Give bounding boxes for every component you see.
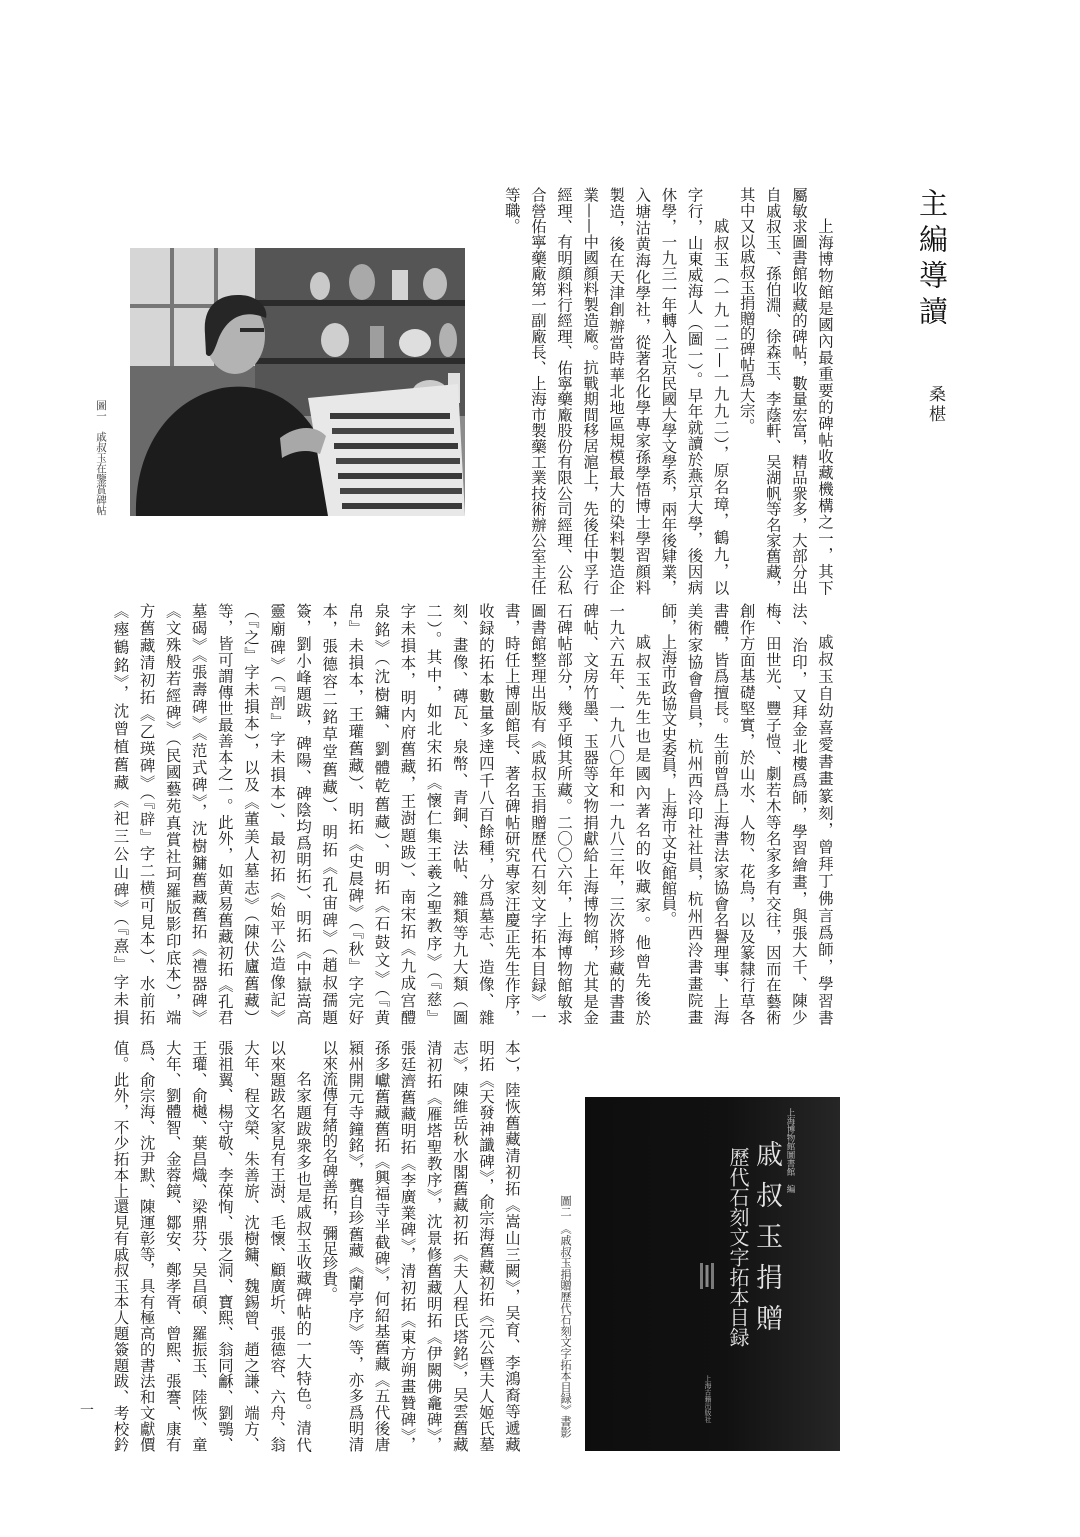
text-column: 墓碣》《張壽碑》《范式碑》，沈樹鏞舊藏舊拓《禮器碑》 <box>189 603 208 1025</box>
text-column: 法、治印，又拜金北樓爲師，學習繪畫，與張大千、陳少 <box>789 603 808 1025</box>
text-column: 張祖翼、楊守敬、李葆恂、張之洞、寶熙、翁同龢、劉鶚、 <box>215 1040 234 1452</box>
text-column: 明拓《天發神讖碑》，俞宗海舊藏初拓《元公暨夫人姬氏墓 <box>476 1040 495 1452</box>
text-column: 一九六五年、一九八〇年和一九八三年，三次將珍藏的書畫 <box>607 603 626 1025</box>
text-column: 戚叔玉自幼喜愛書畫篆刻，曾拜丁佛言爲師，學習書 <box>816 633 834 1025</box>
text-column: 《瘞鶴銘》，沈曾植舊藏《祀三公山碑》（『熹』字未損 <box>111 603 130 1025</box>
text-column: 書，時任上博副館長、著名碑帖研究專家汪慶正先生作序， <box>502 603 521 1025</box>
text-column: 清初拓《雁塔聖教序》，沈景修舊藏明拓《伊闕佛龕碑》， <box>424 1040 443 1452</box>
cover-title-line1: 戚叔玉捐贈 <box>751 1140 782 1345</box>
continued-text-block <box>107 1040 525 1452</box>
cover-seal-mark <box>699 1262 715 1290</box>
cover-editor-line: 上海博物館圖書館 編 <box>785 1108 795 1193</box>
text-column: 戚叔玉先生也是國內著名的收藏家。他曾先後於 <box>633 633 652 1025</box>
text-column: 以來題跋名家見有王澍、毛懷、顧廣圻、張德容、六舟、翁 <box>268 1040 287 1452</box>
text-column: 以來流傳有緒的名碑善拓，彌足珍貴。 <box>320 1040 339 1302</box>
text-column: 創作方面基礎堅實，於山水、人物、花鳥，以及篆隸行草各 <box>737 603 756 1025</box>
text-column: 孫多巘舊藏舊拓《興福寺半截碑》，何紹基舊藏《五代後唐 <box>372 1040 391 1452</box>
text-column: 入塘沽黄海化學社，從著名化學專家孫學悟博士學習顔料 <box>633 187 652 595</box>
text-column: 志》，陳維岳秋水閣舊藏初拓《夫人程氏塔銘》，吴雲舊藏 <box>450 1040 469 1452</box>
text-column: 本，張德容二銘草堂舊藏）、明拓《孔宙碑》（趙叔孺題 <box>320 603 339 1025</box>
text-column: 王瓘、俞樾、葉昌熾、梁鼎芬、吴昌碩、羅振玉、陸恢、童 <box>189 1040 208 1452</box>
text-column: 二）。其中，如北宋拓《懷仁集王羲之聖教序》（『慈』 <box>424 603 443 1025</box>
text-column: 等職。 <box>502 187 521 234</box>
text-column: 製造，後在天津創辦當時華北地區規模最大的染料製造企 <box>607 187 626 595</box>
text-column: 戚叔玉（一九一二—一九九二），原名璋，鶴九，以 <box>711 217 730 595</box>
figure2-book-cover <box>585 1097 840 1451</box>
text-column: 簽，劉小峰題跋，碑陽、碑陰均爲明拓）、明拓《中嶽嵩高 <box>294 603 313 1025</box>
text-column: 刻、畫像、磚瓦、泉幣、青銅、法帖、雜類等九大類（圖 <box>450 603 469 1025</box>
figure2-caption: 圖二 《戚叔玉捐贈歷代石刻文字拓本目録》書影 <box>559 1195 572 1438</box>
text-column: 合營佑寧藥廠第一副廠長、上海市製藥工業技術辦公室主任 <box>528 187 547 595</box>
text-column: 值。此外，不少拓本上還見有戚叔玉本人題簽題跋、考校鈐 <box>111 1040 130 1452</box>
text-column: 梅、田世光、豐子愷、劇若木等名家多有交往，因而在藝術 <box>763 603 782 1025</box>
text-column: 書體，皆爲擅長。生前曾爲上海書法家協會名譽理事、上海 <box>711 603 730 1025</box>
text-column: 碑帖、文房竹墨、玉器等文物捐獻給上海博物館，尤其是金 <box>581 603 600 1025</box>
text-column: 字未損本，明内府舊藏，王澍題跋）、南宋拓《九成宫醴 <box>398 603 417 1025</box>
text-column: 本），陸恢舊藏清初拓《嵩山三闕》，吴育、李鴻裔等遞藏 <box>503 1040 521 1452</box>
text-column: 《文殊般若經碑》（民國藝苑真賞社珂羅版影印底本），端 <box>163 603 182 1025</box>
figure1-caption: 圖一 戚叔玉在鑒賞碑帖 <box>95 400 107 516</box>
cover-publisher: 上海古籍出版社 <box>703 1375 711 1423</box>
text-column: 師，上海市政協文史委員，上海市文史館館員。 <box>659 603 678 927</box>
text-column: 爲、俞宗海、沈尹默、陳運彰等，具有極高的書法和文獻價 <box>137 1040 156 1452</box>
text-column: 上海博物館是國內最重要的碑帖收藏機構之一，其下 <box>816 217 834 595</box>
article-author: 桑椹 <box>925 385 945 425</box>
text-column: （『之』字未損本），以及《董美人墓志》（陳伏廬舊藏） <box>241 603 260 1025</box>
text-column: 業——中國顔料製造廠。抗戰期間移居滬上，先後任中孚行 <box>581 187 600 595</box>
text-column: 方舊藏清初拓《乙瑛碑》（『辟』字二横可見本）、水前拓 <box>137 603 156 1025</box>
text-column: 泉銘》（沈樹鏞、劉體乾舊藏）、明拓《石鼓文》（『黄 <box>372 603 391 1025</box>
text-column: 潁州開元寺鐘銘》，龔自珍舊藏《蘭亭序》等，亦多爲明清 <box>346 1040 365 1452</box>
text-column: 大年、程文榮、朱善旂、沈樹鏞、魏錫曾、趙之謙、端方、 <box>242 1040 261 1452</box>
intro-text-block <box>499 187 838 595</box>
text-column: 圖書館整理出版有《戚叔玉捐贈歷代石刻文字拓本目録》一 <box>528 603 547 1025</box>
text-column: 石碑帖部分，幾乎傾其所藏。二〇〇六年，上海博物館敏求 <box>555 603 574 1025</box>
page-number: 一 <box>80 1403 94 1419</box>
text-column: 屬敏求圖書館收藏的碑帖，數量宏富，精品衆多，大部分出 <box>789 187 808 595</box>
text-column: 名家題跋衆多也是戚叔玉收藏碑帖的一大特色。清代 <box>294 1070 313 1452</box>
text-column: 帛』未損本，王瓘舊藏）、明拓《史晨碑》（『秋』字完好 <box>346 603 365 1025</box>
article-title: 主編導讀 <box>915 188 949 332</box>
text-column: 張廷濟舊藏明拓《李廣業碑》，清初拓《東方朔畫贊碑》， <box>398 1040 417 1452</box>
text-column: 收録的拓本數量多達四千八百餘種，分爲墓志、造像、雜 <box>476 603 495 1025</box>
text-column: 靈廟碑》（『剖』字未損本）、最初拓《始平公造像記》 <box>268 603 287 1025</box>
text-column: 其中又以戚叔玉捐贈的碑帖爲大宗。 <box>737 187 756 434</box>
text-column: 等，皆可謂傳世最善本之一。此外，如黄易舊藏初拓《孔君 <box>215 603 234 1025</box>
text-column: 休學，一九三一年轉入北京民國大學文學系，兩年後肄業， <box>659 187 678 595</box>
text-column: 自戚叔玉、孫伯淵、徐森玉、李蔭軒、吴湖帆等名家舊藏， <box>763 187 782 595</box>
cover-title-line2: 歷代石刻文字拓本目録 <box>726 1147 750 1347</box>
figure1-photo <box>130 248 465 516</box>
text-column: 經理、有明顔料行經理、佑寧藥廠股份有限公司經理、公私 <box>555 187 574 595</box>
main-text-block <box>107 603 838 1025</box>
text-column: 美術家協會會員，杭州西泠印社社員，杭州西泠書畫院畫 <box>685 603 704 1025</box>
text-column: 大年、劉體智、金蓉鏡、鄒安、鄭孝胥、曾熙、張謇、康有 <box>163 1040 182 1452</box>
photo-rubbing <box>308 384 465 516</box>
text-column: 字行，山東威海人（圖一）。早年就讀於燕京大學，後因病 <box>685 187 704 595</box>
